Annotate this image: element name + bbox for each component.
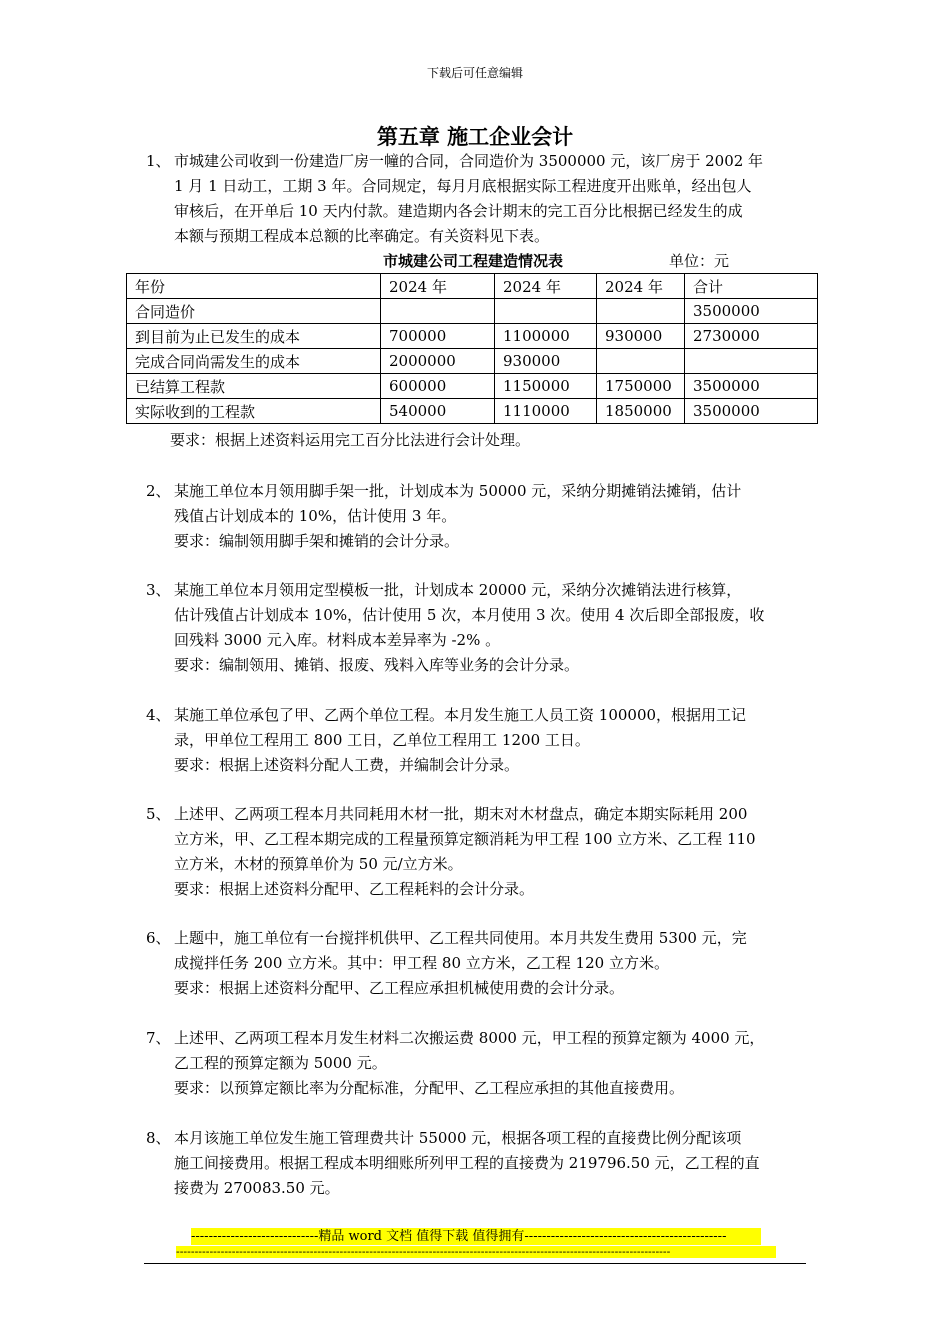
table-cell: [597, 299, 685, 324]
question-line: 成搅拌任务 200 立方米。其中：甲工程 80 立方米，乙工程 120 立方米。: [174, 954, 669, 972]
table-row: [127, 349, 818, 374]
table-row: [127, 399, 818, 424]
table-cell: 930000: [597, 324, 685, 349]
question-number: 5、: [146, 805, 171, 823]
question-number: 3、: [146, 581, 171, 599]
table-cell: 到目前为止已发生的成本: [127, 324, 381, 349]
question-line: 残值占计划成本的 10%，估计使用 3 年。: [174, 507, 457, 525]
question-number: 1、: [146, 152, 171, 170]
question-line: 某施工单位承包了甲、乙两个单位工程。本月发生施工人员工资 100000，根据用工记: [174, 706, 747, 724]
table-header-cell: 2024 年: [597, 274, 685, 299]
question-line: 乙工程的预算定额为 5000 元。: [174, 1054, 387, 1072]
table-row: [127, 374, 818, 399]
table-cell: 930000: [495, 349, 597, 374]
question-8: [146, 1126, 810, 1201]
question-line: 某施工单位本月领用定型模板一批，计划成本 20000 元，采纳分次摊销法进行核算，: [174, 581, 742, 599]
table-row: [127, 299, 818, 324]
question-line: 施工间接费用。根据工程成本明细账所列甲工程的直接费为 219796.50 元，乙工程的直: [174, 1154, 760, 1172]
table-cell: 600000: [381, 374, 495, 399]
question-7: [146, 1026, 810, 1101]
question-line: 接费为 270083.50 元。: [174, 1179, 340, 1197]
footer-banner-dashes: -------------------------------------------------------------------------------------------------------------------------------------: [176, 1246, 776, 1258]
question-number: 2、: [146, 482, 171, 500]
question-requirement: 要求：根据上述资料分配甲、乙工程应承担机械使用费的会计分录。: [174, 979, 625, 997]
table-cell: 已结算工程款: [127, 374, 381, 399]
table-cell: 实际收到的工程款: [127, 399, 381, 424]
question-4: [146, 703, 810, 778]
question-requirement: 要求：以预算定额比率为分配标准，分配甲、乙工程应承担的其他直接费用。: [174, 1079, 685, 1097]
table-cell: 1750000: [597, 374, 685, 399]
table-cell: [495, 299, 597, 324]
question-number: 7、: [146, 1029, 171, 1047]
question-requirement: 要求：根据上述资料分配甲、乙工程耗料的会计分录。: [174, 880, 535, 898]
question-line: 录，甲单位工程用工 800 工日，乙单位工程用工 1200 工日。: [174, 731, 590, 749]
table-cell: [685, 349, 818, 374]
question-line: 本月该施工单位发生施工管理费共计 55000 元，根据各项工程的直接费比例分配该项: [174, 1129, 742, 1147]
question-line: 某施工单位本月领用脚手架一批，计划成本为 50000 元，采纳分期摊销法摊销，估计: [174, 482, 742, 500]
question-6: [146, 926, 810, 1001]
question-line: 立方米，木材的预算单价为 50 元/立方米。: [174, 855, 463, 873]
table-caption: 市城建公司工程建造情况表: [383, 252, 564, 270]
table-row: [127, 324, 818, 349]
construction-table: [126, 273, 818, 424]
table-cell: 2730000: [685, 324, 818, 349]
question-line: 立方米，甲、乙工程本期完成的工程量预算定额消耗为甲工程 100 立方米、乙工程 110: [174, 830, 756, 848]
question-number: 4、: [146, 706, 171, 724]
table-cell: 1150000: [495, 374, 597, 399]
table-header-cell: 2024 年: [495, 274, 597, 299]
table-requirement: 要求：根据上述资料运用完工百分比法进行会计处理。: [170, 431, 531, 449]
table-header-cell: 2024 年: [381, 274, 495, 299]
footer-rule: [144, 1263, 806, 1264]
page-title: 第五章 施工企业会计: [376, 125, 574, 149]
question-line: 审核后，在开单后 10 天内付款。建造期内各会计期末的完工百分比根据已经发生的成: [174, 202, 743, 220]
question-line: 1 月 1 日动工，工期 3 年。合同规定，每月月底根据实际工程进度开出账单，经出包人: [174, 177, 752, 195]
question-3: [146, 578, 810, 678]
table-cell: 完成合同尚需发生的成本: [127, 349, 381, 374]
question-number: 6、: [146, 929, 171, 947]
table-unit: 单位：元: [669, 252, 730, 270]
footer-banner: -----------------------------精品 word 文档 值得下载 值得拥有----------------------------------------------: [191, 1228, 761, 1245]
table-header-cell: 合计: [685, 274, 818, 299]
question-line: 估计残值占计划成本 10%，估计使用 5 次，本月使用 3 次。使用 4 次后即全部报废，收: [174, 606, 765, 624]
table-cell: 540000: [381, 399, 495, 424]
table-cell: [597, 349, 685, 374]
question-line: 上述甲、乙两项工程本月发生材料二次搬运费 8000 元，甲工程的预算定额为 4000 元，: [174, 1029, 765, 1047]
table-cell: 3500000: [685, 399, 818, 424]
question-line: 回残料 3000 元入库。材料成本差异率为 -2% 。: [174, 631, 501, 649]
question-number: 8、: [146, 1129, 171, 1147]
question-requirement: 要求：编制领用脚手架和摊销的会计分录。: [174, 532, 460, 550]
question-line: 上述甲、乙两项工程本月共同耗用木材一批，期末对木材盘点，确定本期实际耗用 200: [174, 805, 748, 823]
question-2: [146, 479, 810, 554]
table-cell: [381, 299, 495, 324]
table-cell: 2000000: [381, 349, 495, 374]
question-5: [146, 802, 810, 902]
question-line: 市城建公司收到一份建造厂房一幢的合同，合同造价为 3500000 元，该厂房于 2002 年: [174, 152, 764, 170]
table-cell: 1100000: [495, 324, 597, 349]
table-cell: 3500000: [685, 374, 818, 399]
question-1: [146, 149, 810, 249]
table-header-row: [127, 274, 818, 299]
question-requirement: 要求：根据上述资料分配人工费，并编制会计分录。: [174, 756, 520, 774]
table-cell: 3500000: [685, 299, 818, 324]
table-cell: 1850000: [597, 399, 685, 424]
table-cell: 合同造价: [127, 299, 381, 324]
header-note: 下载后可任意编辑: [426, 66, 523, 80]
table-cell: 1110000: [495, 399, 597, 424]
table-header-cell: 年份: [127, 274, 381, 299]
question-line: 上题中，施工单位有一台搅拌机供甲、乙工程共同使用。本月共发生费用 5300 元，完: [174, 929, 747, 947]
question-requirement: 要求：编制领用、摊销、报废、残料入库等业务的会计分录。: [174, 656, 580, 674]
table-cell: 700000: [381, 324, 495, 349]
question-line: 本额与预期工程成本总额的比率确定。有关资料见下表。: [174, 227, 550, 245]
